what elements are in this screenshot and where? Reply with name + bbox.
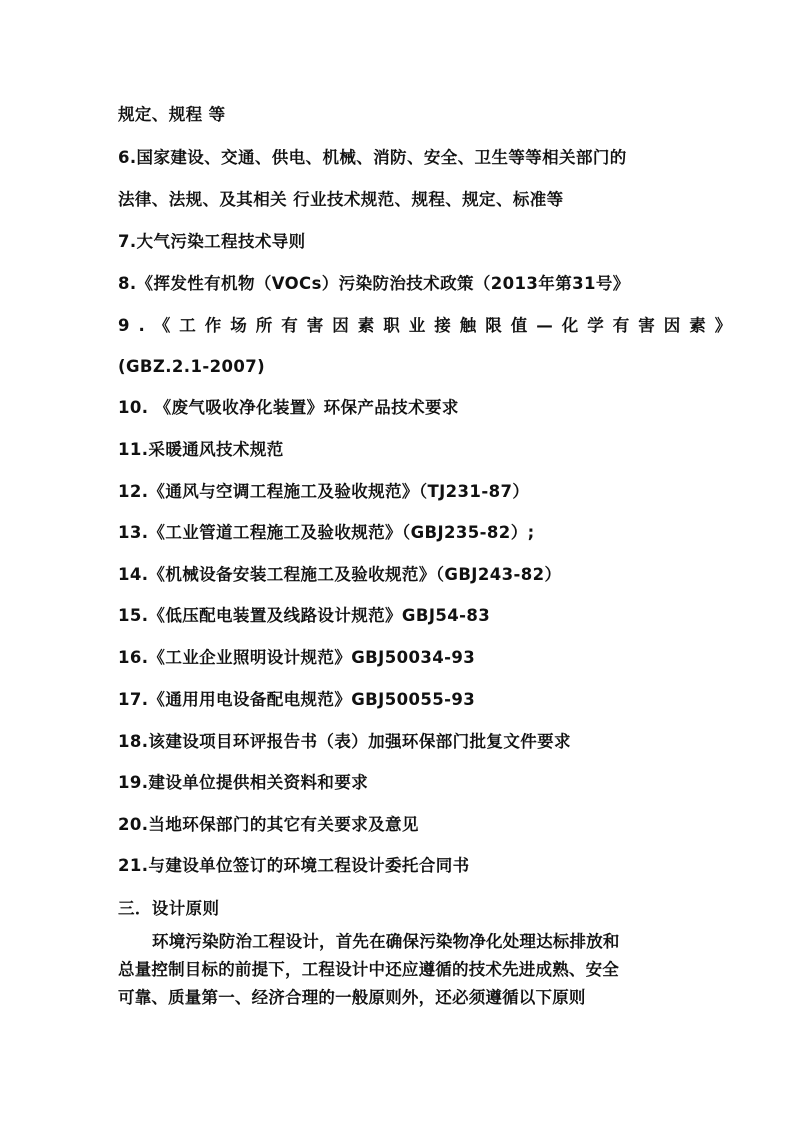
text-line: 8.《挥发性有机物（VOCs）污染防治技术政策（2013年第31号》 [118, 274, 630, 293]
text-line: 14.《机械设备安装工程施工及验收规范》（GBJ243-82） [118, 565, 562, 584]
text-line: 15.《低压配电装置及线路设计规范》GBJ54-83 [118, 606, 491, 625]
section-heading: 三．设计原则 [118, 899, 220, 918]
text-line: 20.当地环保部门的其它有关要求及意见 [118, 815, 419, 834]
text-line: 21.与建设单位签订的环境工程设计委托合同书 [118, 856, 470, 875]
text-line: 法律、法规、及其相关 行业技术规范、规程、规定、标准等 [118, 190, 564, 209]
text-line: 规定、规程 等 [118, 105, 226, 124]
text-line: 17.《通用用电设备配电规范》GBJ50055-93 [118, 690, 476, 709]
text-line: 18.该建设项目环评报告书（表）加强环保部门批复文件要求 [118, 732, 571, 751]
text-line: 13.《工业管道工程施工及验收规范》（GBJ235-82）; [118, 523, 535, 542]
text-line: 19.建设单位提供相关资料和要求 [118, 773, 369, 792]
text-line: 11.采暖通风技术规范 [118, 440, 284, 459]
text-line: 6.国家建设、交通、供电、机械、消防、安全、卫生等等相关部门的 [118, 148, 627, 167]
text-line: 16.《工业企业照明设计规范》GBJ50034-93 [118, 648, 476, 667]
paragraph-line: 环境污染防治工程设计，首先在确保污染物净化处理达标排放和 [152, 932, 620, 951]
text-line: 12.《通风与空调工程施工及验收规范》（TJ231-87） [118, 482, 530, 501]
paragraph-line: 总量控制目标的前提下，工程设计中还应遵循的技术先进成熟、安全 [118, 960, 619, 979]
text-line: 9.《工作场所有害因素职业接触限值—化学有害因素》 [118, 316, 741, 335]
body-paragraph [118, 928, 688, 1012]
text-line: 7.大气污染工程技术导则 [118, 232, 306, 251]
paragraph-line: 可靠、质量第一、经济合理的一般原则外，还必须遵循以下原则 [118, 988, 586, 1007]
text-line: 10. 《废气吸收净化装置》环保产品技术要求 [118, 398, 459, 417]
text-line: (GBZ.2.1-2007) [118, 357, 266, 376]
